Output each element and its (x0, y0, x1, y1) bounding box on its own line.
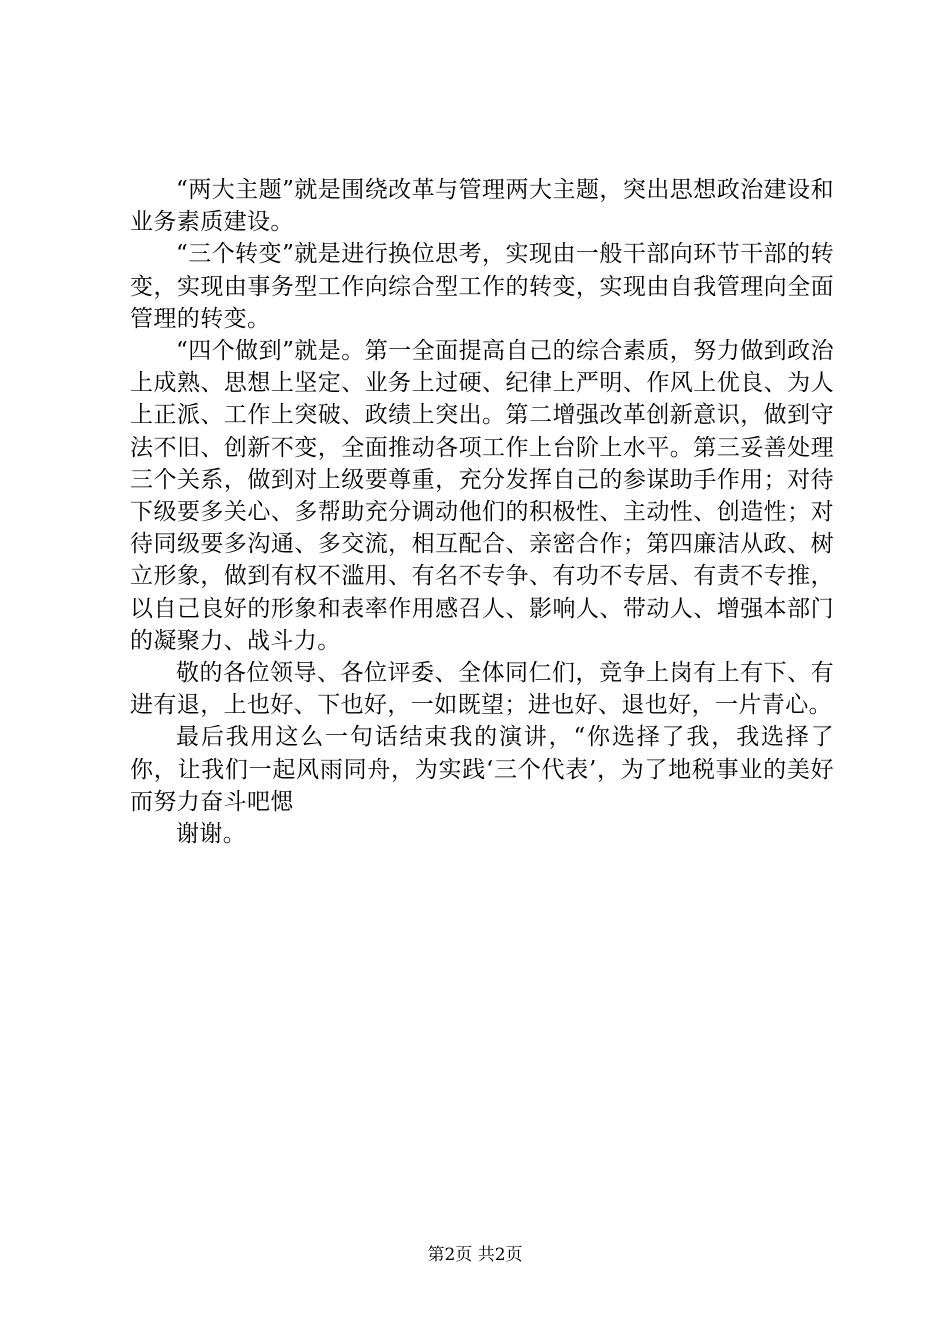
document-body (130, 174, 834, 850)
paragraph-thanks: 谢谢。 (176, 821, 247, 848)
page-footer (0, 1244, 950, 1266)
paragraph-four-achievements: “四个做到”就是。第一全面提高自己的综合素质，努力做到政治上成熟、思想上坚定、业务上过硬、纪律上严明、作风上优良、为人上正派、工作上突破、政绩上突出。第二增强改革创新意识，做到守法不旧、创新不变，全面推动各项工作上台阶上水平。第三妥善处理三个关系，做到对上级要尊重，充分发挥自己的参谋助手作用；对待下级要多关心、多帮助充分调动他们的积极性、主动性、创造性；对待同级要多沟通、多交流，相互配合、亲密合作；第四廉洁从政、树立形象，做到有权不滥用、有名不专争、有功不专居、有责不专推，以自己良好的形象和表率作用感召人、影响人、带动人、增强本部门的凝聚力、战斗力。 (130, 338, 834, 654)
page-number: 第2页 共2页 (427, 1245, 523, 1265)
paragraph-two-themes: “两大主题”就是围绕改革与管理两大主题，突出思想政治建设和业务素质建设。 (130, 177, 834, 236)
paragraph-three-changes: “三个转变”就是进行换位思考，实现由一般干部向环节干部的转变，实现由事务型工作向综合型工作的转变，实现由自我管理向全面管理的转变。 (130, 241, 834, 332)
paragraph-address: 敬的各位领导、各位评委、全体同仁们，竞争上岗有上有下、有进有退，上也好、下也好，一如既望；进也好、退也好，一片青心。 (130, 660, 834, 719)
paragraph-closing: 最后我用这么一句话结束我的演讲，“你选择了我，我选择了你，让我们一起风雨同舟，为实践‘三个代表’，为了地税事业的美好而努力奋斗吧愢 (130, 724, 834, 815)
